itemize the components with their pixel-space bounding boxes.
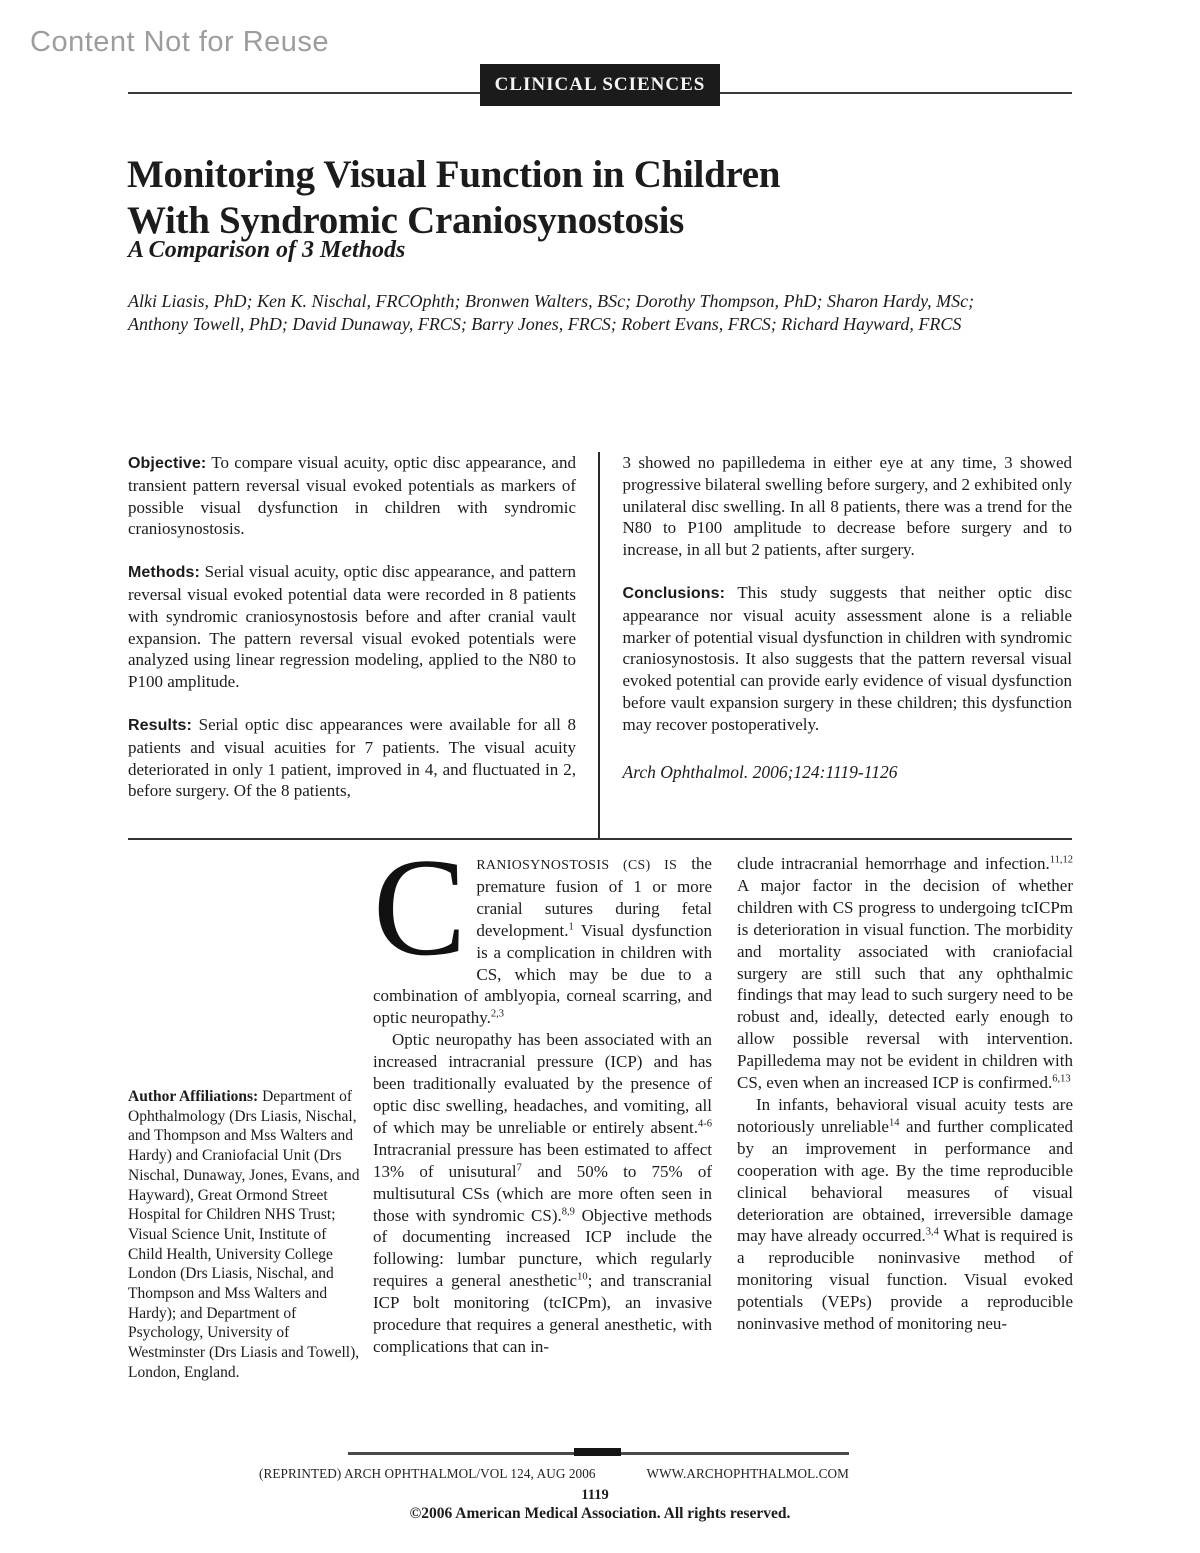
footer-website: WWW.ARCHOPHTHALMOL.COM: [646, 1466, 849, 1481]
abstract-results-continued: 3 showed no papilledema in either eye at any time, 3 showed progressive bilateral swelling before surgery, and 2 exhibited only unilateral disc swelling. In all 8 patients, there was a trend for the N80 to P100 amplitude to decrease before surgery and to increase, in all but 2 patients, after surgery.: [622, 453, 1072, 560]
abstract-conclusions: [623, 582, 1073, 736]
abstract-bottom-rule: [128, 838, 1072, 840]
abstract-column-divider: [598, 452, 600, 838]
author-line: Alki Liasis, PhD; Ken K. Nischal, FRCOphth; Bronwen Walters, BSc; Dorothy Thompson, PhD; Sharon Hardy, MSc;: [128, 291, 975, 311]
intro-paragraph-text: RANIOSYNOSTOSIS (CS) IS the premature fusion of 1 or more cranial sutures during fetal development.$^1$ Visual dysfunction is a complication in children with CS, which may be due to a combination of amblyopia, corneal scarring, and optic neuropathy.$^{2,3}$: [373, 854, 712, 1028]
author-line: Anthony Towell, PhD; David Dunaway, FRCS; Barry Jones, FRCS; Robert Evans, FRCS; Richard Hayward, FRCS: [128, 314, 962, 334]
abstract-left-column: [128, 452, 576, 838]
abstract-methods-text: Serial visual acuity, optic disc appearance, and pattern reversal visual evoked potential data were recorded in 8 patients with syndromic craniosynostosis before and after cranial vault expansion. The pattern reversal visual evoked potentials were analyzed using linear regression modeling, applied to the N80 to P100 amplitude.: [128, 562, 577, 692]
abstract-right-column: [623, 452, 1073, 838]
body-right-column: [737, 853, 1073, 1335]
abstract-conclusions-label: Conclusions:: [622, 584, 726, 602]
footer-copyright: ©2006 American Medical Association. All rights reserved.: [409, 1505, 791, 1522]
body-paragraph: In infants, behavioral visual acuity tests are notoriously unreliable$^{14}$ and further complicated by an improvement in performance and cooperation with age. By the time reproducible clinical behavioral measures of visual deterioration are obtained, irreversible damage may have already occurred.$^{3,4}$ What is required is a reproducible noninvasive method of monitoring visual function. Visual evoked potentials (VEPs) provide a reproducible noninvasive method of monitoring neu-: [737, 1094, 1074, 1334]
body-paragraph: Optic neuropathy has been associated with an increased intracranial pressure (ICP) and has been traditionally evaluated by the presence of optic disc swelling, headaches, and vomiting, all of which may be unreliable or entirely absent.$^{4-6}$ Intracranial pressure has been estimated to affect 13% of unisutural$^7$ and 50% to 75% of multisutural CSs (which are more often seen in those with syndromic CS).$^{8,9}$ Objective methods of documenting increased ICP include the following: lumbar puncture, which regularly requires a general anesthetic$^{10}$; and transcranial ICP bolt monitoring (tcICPm), an invasive procedure that requires a general anesthetic, with complications that can in-: [373, 1030, 712, 1356]
abstract-conclusions-text: This study suggests that neither optic disc appearance nor visual acuity assessment alone is a reliable marker of potential visual dysfunction in children with syndromic craniosynostosis. It also suggests that the pattern reversal visual evoked potential can provide early evidence of visual dysfunction before vault expansion surgery in these children; this dysfunction may recover postoperatively.: [622, 582, 1072, 734]
abstract-objective-text: To compare visual acuity, optic disc appearance, and transient pattern reversal visual evoked potentials as markers of possible visual dysfunction in children with syndromic craniosynostosis.: [128, 453, 576, 539]
footer-page-number: 1119: [581, 1487, 609, 1503]
section-banner-label: CLINICAL SCIENCES: [494, 74, 706, 95]
article-title-line1: Monitoring Visual Function in Children: [127, 153, 781, 197]
abstract: [128, 452, 1072, 838]
article-title-line2: With Syndromic Craniosynostosis: [127, 199, 685, 243]
footer-line: [259, 1466, 849, 1482]
watermark-text: Content Not for Reuse: [30, 26, 330, 58]
abstract-results-text: Serial optic disc appearances were available for all 8 patients and visual acuities for 7 patients. The visual acuity deteriorated in only 1 patient, improved in 4, and fluctuated in 2, before surgery. Of the 8 patients,: [128, 714, 576, 801]
abstract-methods-label: Methods:: [128, 564, 200, 582]
abstract-methods: [128, 561, 576, 693]
section-banner: [480, 64, 720, 106]
dropcap-letter: C: [373, 830, 467, 985]
footer-reprint-text: (REPRINTED) ARCH OPHTHALMOL/VOL 124, AUG 2006: [259, 1466, 596, 1481]
author-affiliations-text: Department of Ophthalmology (Drs Liasis, Nischal, and Thompson and Mss Walters and Hardy) and Craniofacial Unit (Drs Nischal, Dunaway, Jones, Evans, and Hayward), Great Ormond Street Hospital for Children NHS Trust; Visual Science Unit, Institute of Child Health, University College London (Drs Liasis, Nischal, and Thompson and Mss Walters and Hardy); and Department of Psychology, University of Westminster (Drs Liasis and Towell), London, England.: [128, 1088, 360, 1381]
journal-citation: Arch Ophthalmol. 2006;124:1119-1126: [622, 761, 898, 782]
author-list: [128, 290, 1072, 336]
abstract-objective: [128, 452, 576, 540]
footer-rule-tick: [574, 1448, 621, 1456]
body-paragraph: clude intracranial hemorrhage and infection.$^{11,12}$ A major factor in the decision of whether children with CS progress to undergoing tcICPm is deterioration in visual function. The morbidity and mortality associated with craniofacial surgery are still such that any ophthalmic findings that may lead to such surgery need to be robust and, ideally, detected early enough to allow possible reversal with intervention. Papilledema may not be evident in children with CS, even when an increased ICP is confirmed.$^{6,13}$: [737, 854, 1073, 1093]
abstract-results: [128, 714, 576, 802]
abstract-objective-label: Objective:: [128, 455, 207, 472]
body-middle-column: [373, 830, 712, 1358]
article-subtitle: A Comparison of 3 Methods: [128, 237, 406, 263]
intro-paragraph: [373, 830, 712, 1029]
author-affiliations: [128, 1087, 364, 1383]
author-affiliations-label: Author Affiliations:: [128, 1088, 259, 1105]
abstract-results-label: Results:: [128, 716, 192, 734]
article-title: [127, 152, 780, 244]
